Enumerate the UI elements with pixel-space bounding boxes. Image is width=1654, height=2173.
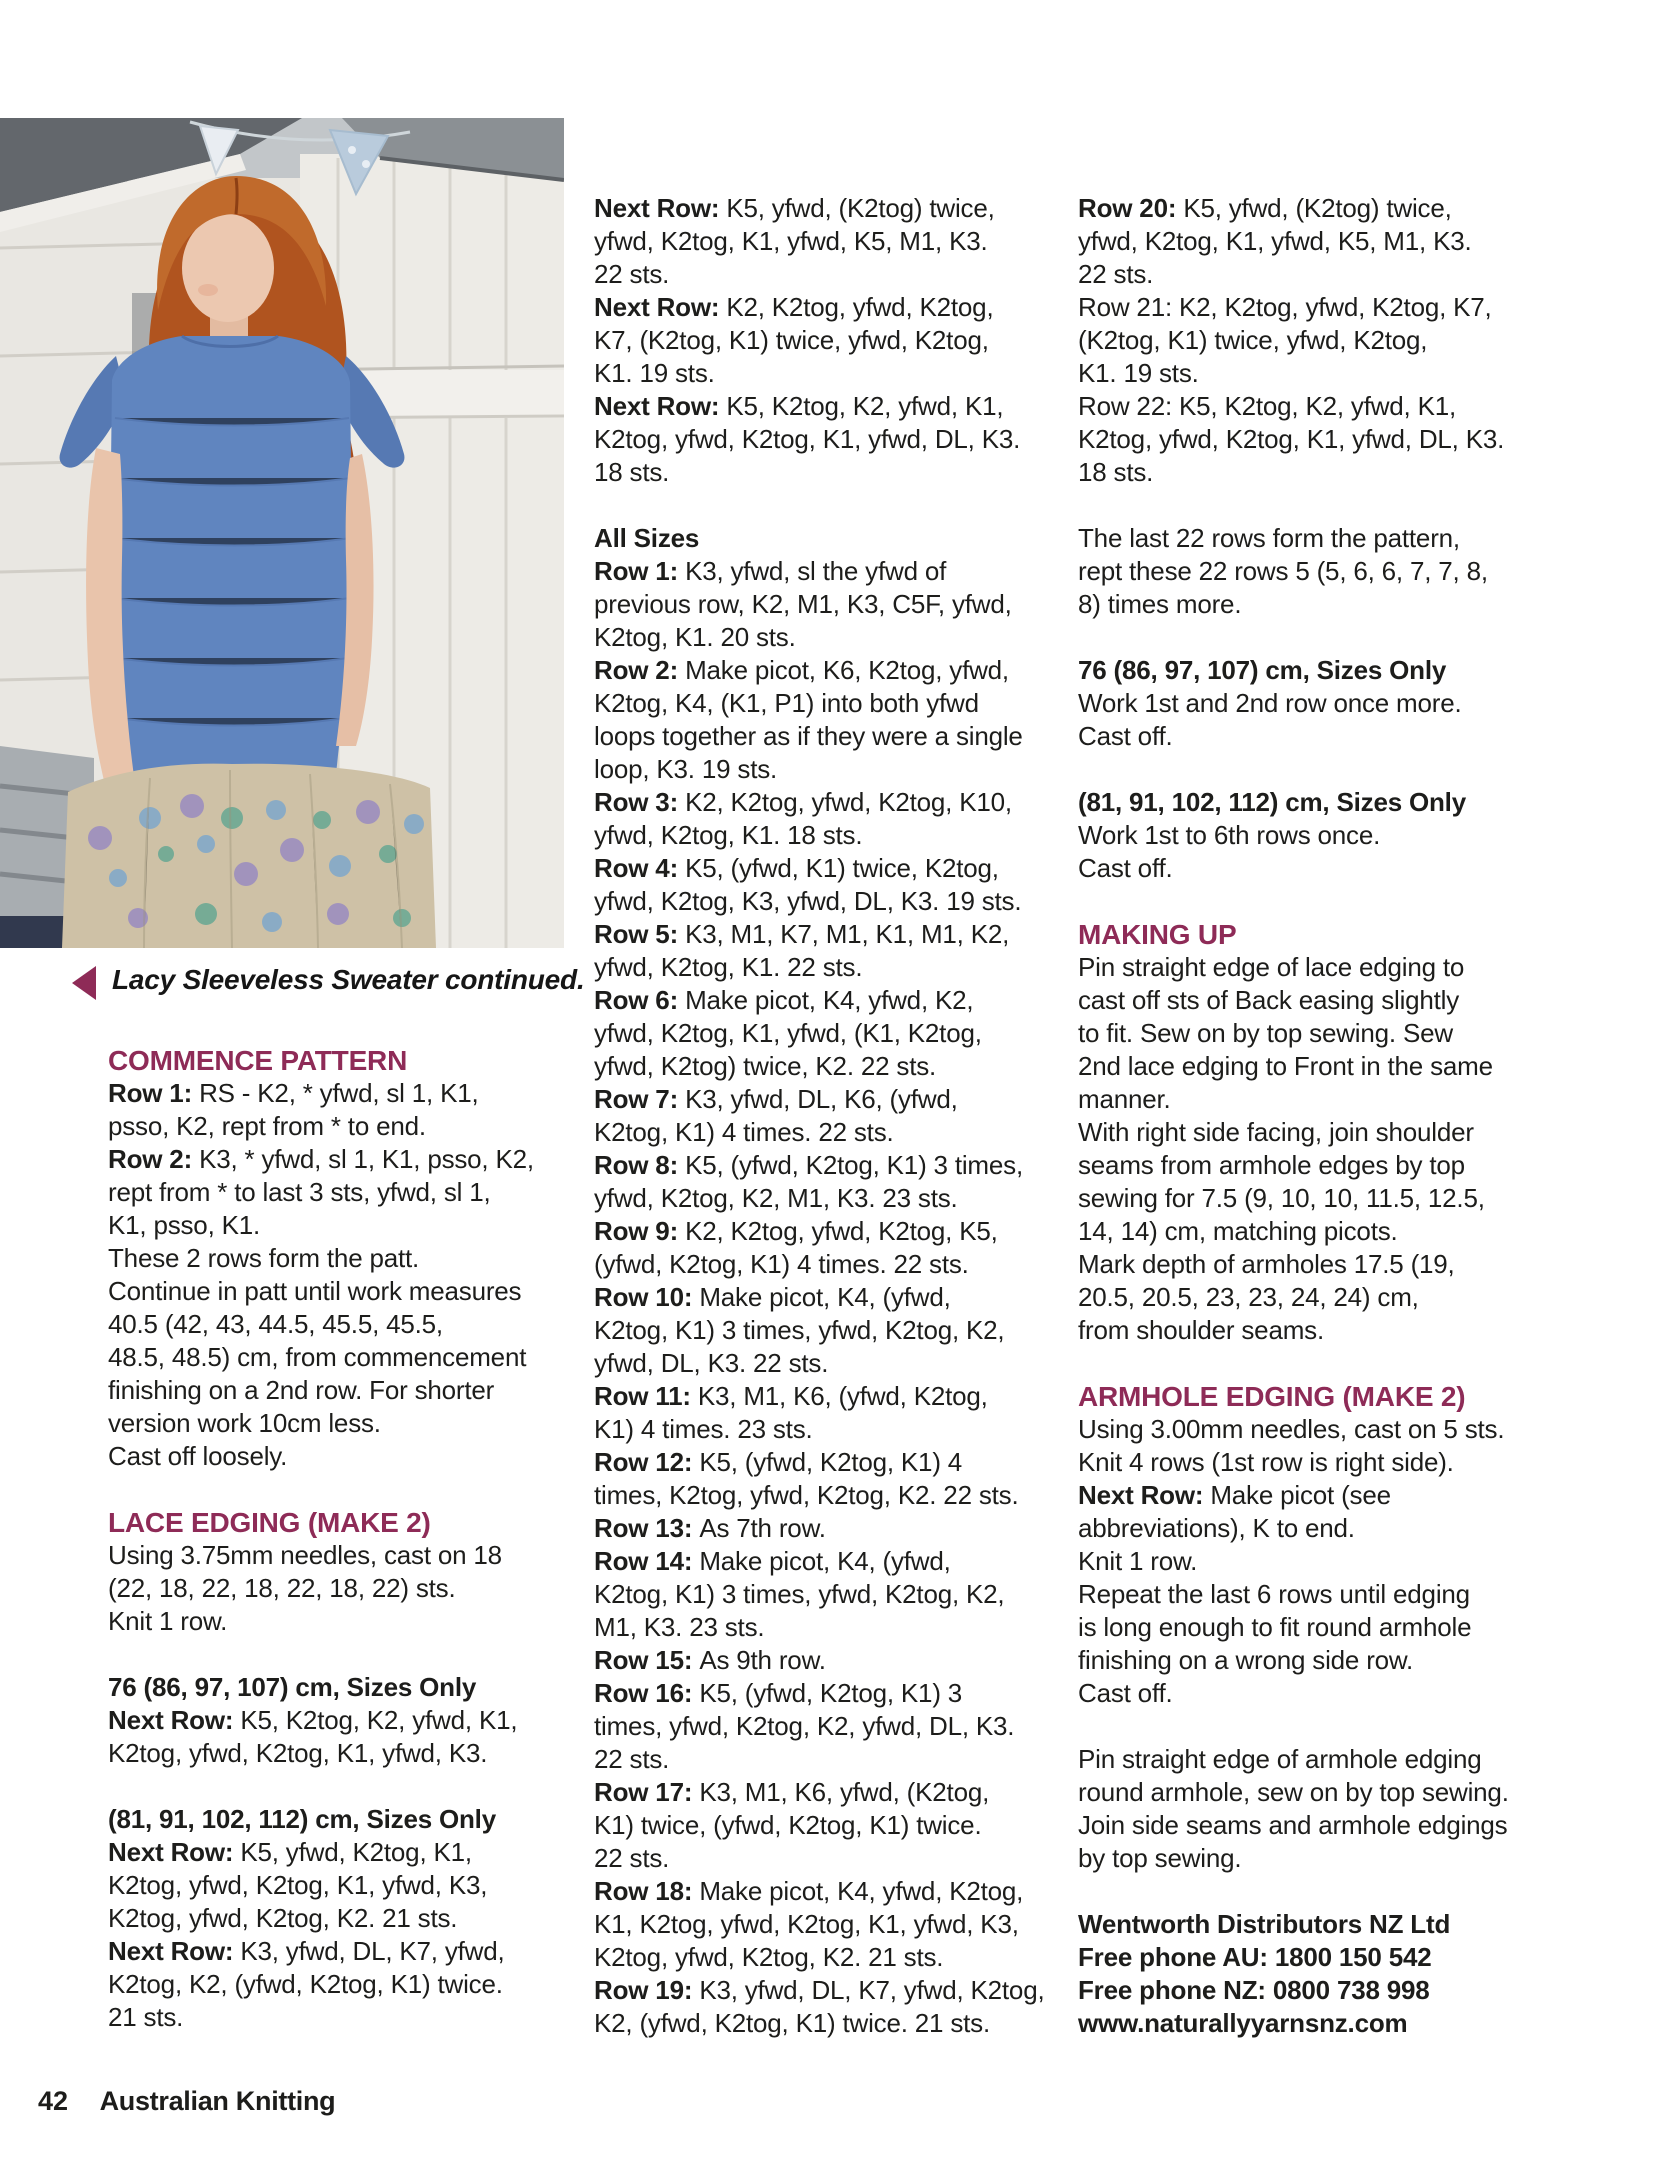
pattern-line: Row 3: K2, K2tog, yfwd, K2tog, K10, (594, 787, 1012, 817)
pattern-line: yfwd, K2tog, K3, yfwd, DL, K3. 19 sts. (594, 886, 1022, 916)
pattern-line: 22 sts. (594, 1744, 670, 1774)
pattern-line: 22 sts. (594, 259, 670, 289)
pattern-line: yfwd, DL, K3. 22 sts. (594, 1348, 829, 1378)
pattern-line: round armhole, sew on by top sewing. (1078, 1777, 1509, 1807)
pattern-line: Row 18: Make picot, K4, yfwd, K2tog, (594, 1876, 1024, 1906)
page-number: 42 (38, 2086, 69, 2116)
pattern-line: times, yfwd, K2tog, K2, yfwd, DL, K3. (594, 1711, 1015, 1741)
pattern-line: 18 sts. (1078, 457, 1154, 487)
pattern-line: to fit. Sew on by top sewing. Sew (1078, 1018, 1453, 1048)
pattern-line: Row 8: K5, (yfwd, K2tog, K1) 3 times, (594, 1150, 1023, 1180)
pattern-line: K1, K2tog, yfwd, K2tog, K1, yfwd, K3, (594, 1909, 1019, 1939)
pattern-line: Using 3.75mm needles, cast on 18 (108, 1540, 502, 1570)
pattern-column-3 (1078, 192, 1548, 2040)
pattern-line: K2tog, K4, (K1, P1) into both yfwd (594, 688, 979, 718)
size-subheading: (81, 91, 102, 112) cm, Sizes Only (1078, 787, 1466, 817)
pattern-line: K2tog, K1) 3 times, yfwd, K2tog, K2, (594, 1315, 1005, 1345)
pattern-line: With right side facing, join shoulder (1078, 1117, 1474, 1147)
pattern-line: Next Row: K2, K2tog, yfwd, K2tog, (594, 292, 994, 322)
pattern-line: 21 sts. (108, 2002, 184, 2032)
pattern-line: version work 10cm less. (108, 1408, 381, 1438)
pattern-line: Knit 1 row. (1078, 1546, 1198, 1576)
size-subheading: All Sizes (594, 523, 700, 553)
pattern-line: 2nd lace edging to Front in the same (1078, 1051, 1493, 1081)
paragraph-gap (1078, 621, 1548, 654)
pattern-line: 48.5, 48.5) cm, from commencement (108, 1342, 527, 1372)
pattern-line: Continue in patt until work measures (108, 1276, 522, 1306)
pattern-line: finishing on a wrong side row. (1078, 1645, 1414, 1675)
pattern-line: Row 1: K3, yfwd, sl the yfwd of (594, 556, 947, 586)
pattern-line: Row 17: K3, M1, K6, yfwd, (K2tog, (594, 1777, 990, 1807)
pattern-line: K1) twice, (yfwd, K2tog, K1) twice. (594, 1810, 982, 1840)
pattern-line: Cast off. (1078, 1678, 1173, 1708)
pattern-line: Row 5: K3, M1, K7, M1, K1, M1, K2, (594, 919, 1010, 949)
pattern-line: yfwd, K2tog, K1, yfwd, K5, M1, K3. (594, 226, 988, 256)
pattern-line: Row 2: K3, * yfwd, sl 1, K1, psso, K2, (108, 1144, 534, 1174)
pattern-line: yfwd, K2tog, K1. 22 sts. (594, 952, 863, 982)
pattern-line: K2, (yfwd, K2tog, K1) twice. 21 sts. (594, 2008, 990, 2038)
pattern-line: Next Row: K5, K2tog, K2, yfwd, K1, (594, 391, 1004, 421)
pattern-line: K1, psso, K1. (108, 1210, 261, 1240)
photo-caption: Lacy Sleeveless Sweater continued. (112, 964, 585, 995)
pattern-line: abbreviations), K to end. (1078, 1513, 1355, 1543)
pattern-line: Row 20: K5, yfwd, (K2tog) twice, (1078, 193, 1452, 223)
pattern-line: loops together as if they were a single (594, 721, 1023, 751)
paragraph-gap (1078, 885, 1548, 918)
pattern-line: Using 3.00mm needles, cast on 5 sts. (1078, 1414, 1505, 1444)
pattern-line: K2tog, yfwd, K2tog, K1, yfwd, DL, K3. (594, 424, 1021, 454)
pattern-line: K2tog, K1) 4 times. 22 sts. (594, 1117, 894, 1147)
pattern-line: (yfwd, K2tog, K1) 4 times. 22 sts. (594, 1249, 969, 1279)
pattern-line: K2tog, K2, (yfwd, K2tog, K1) twice. (108, 1969, 503, 1999)
left-triangle-icon (72, 966, 96, 1000)
pattern-line: The last 22 rows form the pattern, (1078, 523, 1460, 553)
paragraph-gap (108, 1770, 516, 1803)
paragraph-gap (1078, 1347, 1548, 1380)
pattern-column-1 (108, 1044, 534, 2034)
pattern-line: sewing for 7.5 (9, 10, 10, 11.5, 12.5, (1078, 1183, 1485, 1213)
pattern-line: Row 15: As 9th row. (594, 1645, 826, 1675)
pattern-line: Pin straight edge of armhole edging (1078, 1744, 1482, 1774)
paragraph-gap (108, 1473, 516, 1506)
paragraph-gap (1078, 1875, 1548, 1908)
pattern-line: Mark depth of armholes 17.5 (19, (1078, 1249, 1455, 1279)
pattern-line: Row 11: K3, M1, K6, (yfwd, K2tog, (594, 1381, 988, 1411)
pattern-line: rept these 22 rows 5 (5, 6, 6, 7, 7, 8, (1078, 556, 1488, 586)
pattern-line: 14, 14) cm, matching picots. (1078, 1216, 1398, 1246)
pattern-line: Row 13: As 7th row. (594, 1513, 826, 1543)
pattern-line: Wentworth Distributors NZ Ltd (1078, 1909, 1451, 1939)
section-heading: COMMENCE PATTERN (108, 1045, 408, 1076)
page-footer (38, 2086, 335, 2117)
pattern-line: Knit 4 rows (1st row is right side). (1078, 1447, 1454, 1477)
pattern-line: Row 4: K5, (yfwd, K1) twice, K2tog, (594, 853, 999, 883)
pattern-line: Work 1st to 6th rows once. (1078, 820, 1381, 850)
paragraph-gap (1078, 1710, 1548, 1743)
paragraph-gap (1078, 753, 1548, 786)
pattern-line: rept from * to last 3 sts, yfwd, sl 1, (108, 1177, 491, 1207)
pattern-line: Row 10: Make picot, K4, (yfwd, (594, 1282, 951, 1312)
model-photo (0, 118, 564, 948)
pattern-line: yfwd, K2tog, K1, yfwd, (K1, K2tog, (594, 1018, 982, 1048)
magazine-title: Australian Knitting (99, 2086, 336, 2116)
pattern-line: K2tog, K1) 3 times, yfwd, K2tog, K2, (594, 1579, 1005, 1609)
pattern-line: K2tog, yfwd, K2tog, K1, yfwd, K3, (108, 1870, 488, 1900)
pattern-line: Free phone AU: 1800 150 542 (1078, 1942, 1432, 1972)
pattern-line: K7, (K2tog, K1) twice, yfwd, K2tog, (594, 325, 989, 355)
pattern-line: yfwd, K2tog) twice, K2. 22 sts. (594, 1051, 937, 1081)
pattern-line: (22, 18, 22, 18, 22, 18, 22) sts. (108, 1573, 456, 1603)
pattern-line: Cast off. (1078, 721, 1173, 751)
pattern-line: Next Row: K5, yfwd, K2tog, K1, (108, 1837, 472, 1867)
pattern-line: K1. 19 sts. (594, 358, 715, 388)
section-heading: MAKING UP (1078, 919, 1237, 950)
pattern-line: Knit 1 row. (108, 1606, 228, 1636)
pattern-line: 22 sts. (594, 1843, 670, 1873)
pattern-line: Work 1st and 2nd row once more. (1078, 688, 1462, 718)
pattern-line: K1) 4 times. 23 sts. (594, 1414, 813, 1444)
pattern-line: These 2 rows form the patt. (108, 1243, 420, 1273)
pattern-line: finishing on a 2nd row. For shorter (108, 1375, 495, 1405)
pattern-line: Row 6: Make picot, K4, yfwd, K2, (594, 985, 974, 1015)
pattern-line: Row 16: K5, (yfwd, K2tog, K1) 3 (594, 1678, 963, 1708)
pattern-line: Row 19: K3, yfwd, DL, K7, yfwd, K2tog, (594, 1975, 1045, 2005)
paragraph-gap (1078, 489, 1548, 522)
pattern-line: 22 sts. (1078, 259, 1154, 289)
pattern-line: seams from armhole edges by top (1078, 1150, 1465, 1180)
pattern-line: Row 1: RS - K2, * yfwd, sl 1, K1, (108, 1078, 479, 1108)
pattern-line: Row 14: Make picot, K4, (yfwd, (594, 1546, 951, 1576)
pattern-line: previous row, K2, M1, K3, C5F, yfwd, (594, 589, 1012, 619)
pattern-line: is long enough to fit round armhole (1078, 1612, 1472, 1642)
pattern-line: Repeat the last 6 rows until edging (1078, 1579, 1470, 1609)
pattern-line: (K2tog, K1) twice, yfwd, K2tog, (1078, 325, 1428, 355)
photo-caption-row (70, 962, 590, 1006)
pattern-line: Next Row: K5, K2tog, K2, yfwd, K1, (108, 1705, 518, 1735)
pattern-line: K1. 19 sts. (1078, 358, 1199, 388)
pattern-line: cast off sts of Back easing slightly (1078, 985, 1460, 1015)
pattern-line: yfwd, K2tog, K2, M1, K3. 23 sts. (594, 1183, 958, 1213)
pattern-line: Row 12: K5, (yfwd, K2tog, K1) 4 (594, 1447, 963, 1477)
section-heading: ARMHOLE EDGING (MAKE 2) (1078, 1381, 1466, 1412)
pattern-line: K2tog, yfwd, K2tog, K1, yfwd, DL, K3. (1078, 424, 1505, 454)
size-subheading: (81, 91, 102, 112) cm, Sizes Only (108, 1804, 496, 1834)
pattern-line: Pin straight edge of lace edging to (1078, 952, 1465, 982)
pattern-line: M1, K3. 23 sts. (594, 1612, 765, 1642)
pattern-line: K2tog, K1. 20 sts. (594, 622, 796, 652)
pattern-line: Row 21: K2, K2tog, yfwd, K2tog, K7, (1078, 292, 1492, 322)
pattern-line: Join side seams and armhole edgings (1078, 1810, 1508, 1840)
pattern-line: K2tog, yfwd, K2tog, K2. 21 sts. (594, 1942, 944, 1972)
paragraph-gap (108, 1638, 516, 1671)
pattern-line: yfwd, K2tog, K1. 18 sts. (594, 820, 863, 850)
pattern-line: Row 2: Make picot, K6, K2tog, yfwd, (594, 655, 1009, 685)
pattern-line: times, K2tog, yfwd, K2tog, K2. 22 sts. (594, 1480, 1019, 1510)
pattern-line: Cast off loosely. (108, 1441, 288, 1471)
pattern-line: Row 7: K3, yfwd, DL, K6, (yfwd, (594, 1084, 958, 1114)
pattern-line: Row 9: K2, K2tog, yfwd, K2tog, K5, (594, 1216, 998, 1246)
pattern-line: Row 22: K5, K2tog, K2, yfwd, K1, (1078, 391, 1457, 421)
pattern-line: Next Row: Make picot (see (1078, 1480, 1391, 1510)
pattern-line: by top sewing. (1078, 1843, 1242, 1873)
pattern-line: 18 sts. (594, 457, 670, 487)
pattern-line: yfwd, K2tog, K1, yfwd, K5, M1, K3. (1078, 226, 1472, 256)
section-heading: LACE EDGING (MAKE 2) (108, 1507, 431, 1538)
paragraph-gap (594, 489, 1044, 522)
pattern-line: K2tog, yfwd, K2tog, K1, yfwd, K3. (108, 1738, 488, 1768)
pattern-line: Next Row: K3, yfwd, DL, K7, yfwd, (108, 1936, 505, 1966)
pattern-line: Next Row: K5, yfwd, (K2tog) twice, (594, 193, 995, 223)
model-photo-illustration (0, 118, 564, 948)
pattern-line: psso, K2, rept from * to end. (108, 1111, 426, 1141)
pattern-line: 40.5 (42, 43, 44.5, 45.5, 45.5, (108, 1309, 443, 1339)
pattern-line: from shoulder seams. (1078, 1315, 1324, 1345)
size-subheading: 76 (86, 97, 107) cm, Sizes Only (1078, 655, 1447, 685)
pattern-line: K2tog, yfwd, K2tog, K2. 21 sts. (108, 1903, 458, 1933)
pattern-line: loop, K3. 19 sts. (594, 754, 778, 784)
pattern-column-2 (594, 192, 1044, 2040)
size-subheading: 76 (86, 97, 107) cm, Sizes Only (108, 1672, 477, 1702)
pattern-line: 20.5, 20.5, 23, 23, 24, 24) cm, (1078, 1282, 1419, 1312)
pattern-line: manner. (1078, 1084, 1171, 1114)
pattern-line: Free phone NZ: 0800 738 998 (1078, 1975, 1430, 2005)
pattern-line: 8) times more. (1078, 589, 1242, 619)
pattern-line: Cast off. (1078, 853, 1173, 883)
pattern-line: www.naturallyyarnsnz.com (1078, 2008, 1408, 2038)
